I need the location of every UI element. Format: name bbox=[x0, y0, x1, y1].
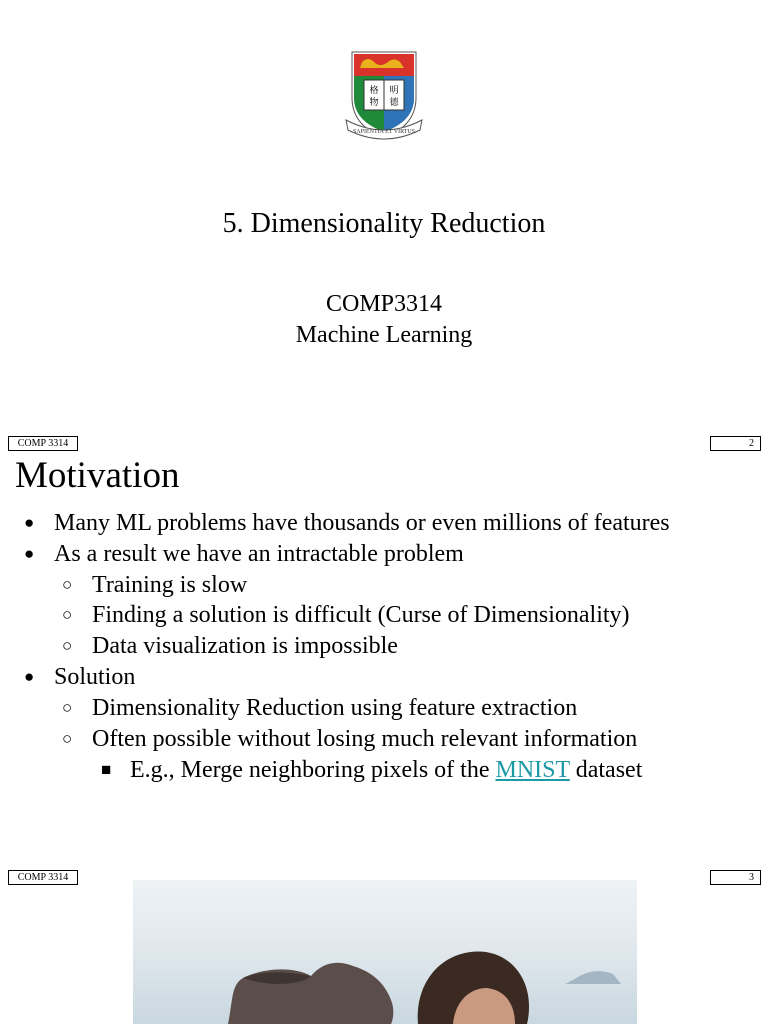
hollow-bullet-icon: ○ bbox=[62, 605, 73, 624]
sub-bullet-item: Data visualization is impossible bbox=[92, 633, 398, 659]
sub-sub-bullet-item bbox=[130, 756, 642, 784]
square-bullet-icon: ■ bbox=[101, 760, 112, 779]
hollow-bullet-icon: ○ bbox=[62, 575, 73, 594]
sub-bullet-item: Often possible without losing much relevant information bbox=[92, 726, 638, 752]
university-crest-logo bbox=[344, 48, 424, 140]
slide-photo bbox=[133, 880, 637, 1024]
slide3-course-tag: COMP 3314 bbox=[8, 870, 78, 885]
sub-bullet-item: Dimensionality Reduction using feature extraction bbox=[92, 695, 578, 721]
slide3-page-number: 3 bbox=[710, 870, 761, 885]
filled-bullet-icon: ● bbox=[24, 544, 35, 563]
bullet-item: As a result we have an intractable problem bbox=[54, 541, 464, 567]
crest-char-4: 德 bbox=[389, 97, 399, 107]
crest-char-3: 物 bbox=[369, 97, 379, 107]
crest-char-1: 格 bbox=[369, 85, 379, 95]
filled-bullet-icon: ● bbox=[24, 667, 35, 686]
mnist-link[interactable]: MNIST bbox=[495, 757, 570, 783]
bullet-item: Solution bbox=[54, 664, 136, 690]
sub-bullet-item: Training is slow bbox=[92, 572, 248, 598]
sub-bullet-item: Finding a solution is difficult (Curse of Dimensionality) bbox=[92, 602, 630, 628]
course-code: COMP3314 bbox=[325, 291, 443, 317]
slide-heading: Motivation bbox=[15, 455, 180, 496]
bullet-text-suffix: dataset bbox=[569, 757, 643, 783]
hollow-bullet-icon: ○ bbox=[62, 698, 73, 717]
lecture-title: 5. Dimensionality Reduction bbox=[222, 208, 546, 239]
hollow-bullet-icon: ○ bbox=[62, 729, 73, 748]
bullet-item: Many ML problems have thousands or even millions of features bbox=[54, 510, 670, 536]
bullet-text-prefix: E.g., Merge neighboring pixels of the bbox=[130, 757, 496, 783]
slide2-course-tag: COMP 3314 bbox=[8, 436, 78, 451]
slide2-page-number: 2 bbox=[710, 436, 761, 451]
crest-char-2: 明 bbox=[389, 85, 399, 95]
filled-bullet-icon: ● bbox=[24, 513, 35, 532]
course-info bbox=[0, 289, 768, 351]
photo-illustration bbox=[133, 880, 637, 1024]
crest-motto: SAPIENTIA ET VIRTUS bbox=[352, 129, 416, 135]
course-name: Machine Learning bbox=[295, 322, 473, 348]
hollow-bullet-icon: ○ bbox=[62, 636, 73, 655]
